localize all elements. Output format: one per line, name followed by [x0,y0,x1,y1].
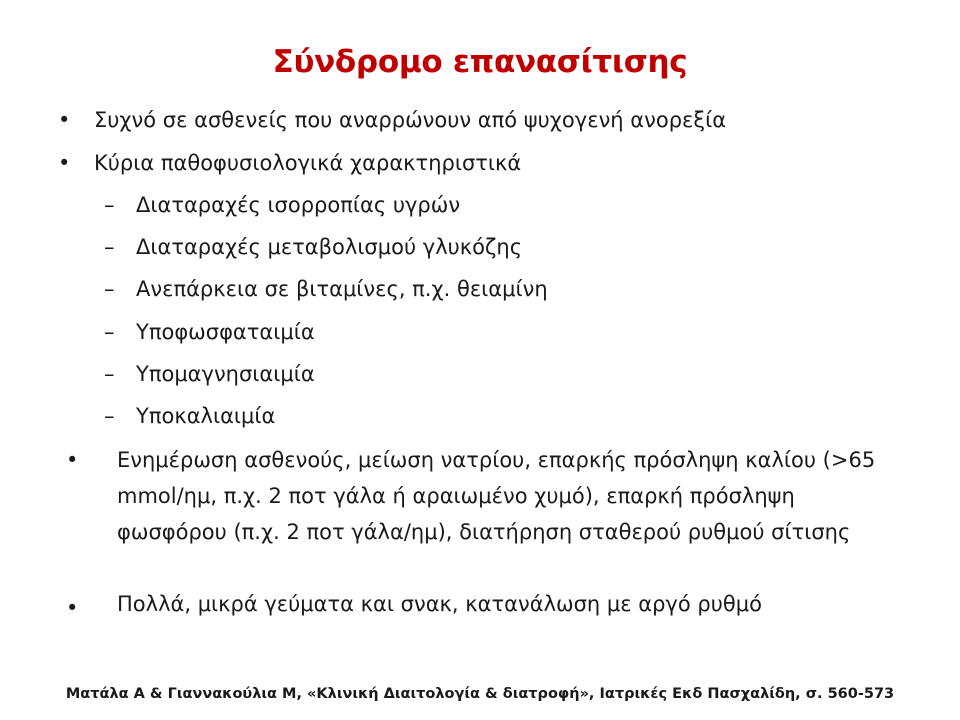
dash-icon: – [104,404,115,428]
list-item: Συχνό σε ασθενείς που αναρρώνουν από ψυχογενή ανορεξία [94,108,727,132]
citation-footer: Ματάλα Α & Γιαννακούλια Μ, «Κλινική Διαιτολογία & διατροφή», Ιατρικές Εκδ Πασχαλίδη, σ. 560-573 [65,686,895,702]
dash-icon: – [104,320,115,344]
dash-icon: – [104,235,115,259]
bullet-icon: • [66,596,79,620]
list-item-paragraph: Ενημέρωση ασθενούς, μείωση νατρίου, επαρκής πρόσληψη καλίου (>65 mmol/ημ, π.χ. 2 ποτ γάλα ή αραιωμένο χυμό), επαρκή πρόσληψη φωσφόρου (π.χ. 2 ποτ γάλα/ημ), διατήρηση σταθερού ρυθμού σίτισης [117,448,876,544]
slide-title: Σύνδρομο επανασίτισης [272,44,688,80]
bullet-icon: • [66,448,79,472]
bullet-icon: • [58,108,71,132]
dash-icon: – [104,277,115,301]
sub-list-item: Υπομαγνησιαιμία [136,362,315,386]
list-item: Κύρια παθοφυσιολογικά χαρακτηριστικά [94,151,522,175]
sub-list-item: Διαταραχές ισορροπίας υγρών [136,193,461,217]
sub-list-item: Ανεπάρκεια σε βιταμίνες, π.χ. θειαμίνη [136,277,548,301]
dash-icon: – [104,362,115,386]
sub-list-item: Υποφωσφαταιμία [136,320,315,344]
sub-list-item: Διαταραχές μεταβολισμού γλυκόζης [136,235,523,259]
dash-icon: – [104,193,115,217]
list-item: Πολλά, μικρά γεύματα και σνακ, κατανάλωση με αργό ρυθμό [117,592,762,616]
sub-list-item: Υποκαλιαιμία [136,404,276,428]
bullet-icon: • [58,151,71,175]
